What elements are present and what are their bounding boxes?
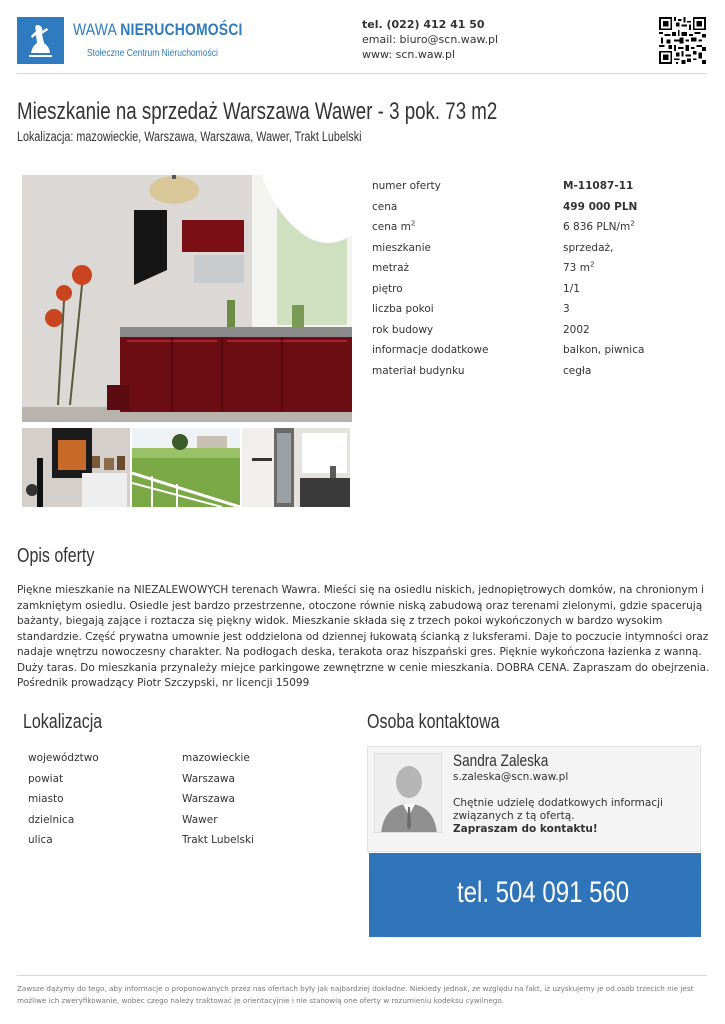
detail-label: numer oferty [372, 180, 441, 192]
offer-price: 499 000 PLN [563, 200, 638, 213]
main-photo[interactable] [22, 175, 352, 422]
detail-label: rok budowy [372, 323, 434, 336]
detail-row-extra [372, 340, 712, 361]
disclaimer: Zawsze dążymy do tego, aby informacje o proponowanych przez nas ofertach były jak najbardziej dokładne. Niekiedy jednak, ze względu na fakt, iż uzyskujemy je od osób trzecich nie jest możliwe ich zweryfikowanie, wobec czego należy traktować je orientacyjnie i nie stanowią one oferty w rozumieniu kodeksu cywilnego. [17, 984, 694, 1005]
agent-cta: Zapraszam do kontaktu! [453, 823, 598, 835]
agency-phone[interactable]: tel. (022) 412 41 50 [362, 18, 485, 31]
detail-value: 3 [563, 303, 570, 315]
location-row [28, 814, 348, 835]
detail-label: materiał budynku [372, 364, 465, 377]
location-value: mazowieckie [182, 752, 250, 764]
location-row [28, 793, 348, 814]
brand-subtitle: Stołeczne Centrum Nieruchomości [87, 48, 218, 59]
thumbnail-3[interactable] [242, 428, 350, 507]
detail-label-text: cena m [372, 221, 411, 233]
detail-label: cena [372, 200, 398, 213]
detail-row-number [372, 176, 712, 197]
detail-value [563, 262, 594, 274]
detail-row-floor [372, 279, 712, 300]
location-row [28, 834, 348, 855]
avatar [374, 753, 442, 833]
location-table [28, 752, 348, 855]
agent-email[interactable]: s.zaleska@scn.waw.pl [453, 771, 569, 783]
superscript: 2 [410, 219, 416, 228]
detail-row-price [372, 197, 712, 218]
detail-label: metraż [372, 262, 410, 274]
contact-heading: Osoba kontaktowa [367, 711, 500, 733]
footer-divider [17, 975, 707, 976]
detail-row-type [372, 238, 712, 259]
agency-email[interactable]: email: biuro@scn.waw.pl [362, 33, 499, 46]
agency-contact [362, 17, 498, 62]
brand-bold: NIERUCHOMOŚCI [120, 20, 243, 39]
thumbnail-2[interactable] [132, 428, 240, 507]
detail-row-material [372, 361, 712, 382]
detail-value: balkon, piwnica [563, 344, 645, 356]
detail-row-area [372, 258, 712, 279]
location-subtitle: Lokalizacja: mazowieckie, Warszawa, Warszawa, Wawer, Trakt Lubelski [17, 129, 362, 144]
area-text: 73 m [563, 262, 590, 274]
location-label: powiat [28, 772, 64, 785]
detail-label [372, 221, 415, 233]
page-title: Mieszkanie na sprzedaż Warszawa Wawer - 3 pok. 73 m2 [17, 98, 498, 125]
location-row [28, 752, 348, 773]
brand-name [73, 20, 242, 40]
header-divider [17, 73, 707, 74]
agency-www[interactable]: www: scn.waw.pl [362, 48, 456, 61]
agent-note [453, 797, 693, 836]
location-value: Warszawa [182, 793, 235, 805]
location-value: Trakt Lubelski [182, 834, 254, 846]
location-label: dzielnica [28, 813, 75, 826]
detail-label: mieszkanie [372, 241, 431, 254]
contact-card [367, 746, 701, 852]
phone-banner[interactable] [369, 853, 701, 937]
superscript: 2 [589, 260, 595, 269]
detail-row-year [372, 320, 712, 341]
brand-light: WAWA [73, 20, 117, 39]
location-heading: Lokalizacja [23, 711, 103, 733]
location-label: ulica [28, 834, 53, 846]
detail-row-rooms [372, 299, 712, 320]
page-header [0, 0, 725, 74]
superscript: 2 [630, 219, 635, 228]
qr-code-icon [659, 17, 706, 64]
detail-value: sprzedaż, [563, 241, 614, 254]
location-label: województwo [28, 752, 99, 764]
location-value: Warszawa [182, 772, 235, 785]
detail-label: liczba pokoi [372, 303, 434, 315]
detail-value: 2002 [563, 323, 590, 336]
agent-name: Sandra Zaleska [453, 751, 549, 770]
detail-label: informacje dodatkowe [372, 344, 489, 356]
offer-details [372, 176, 712, 381]
agent-phone[interactable]: tel. 504 091 560 [457, 876, 630, 909]
location-value: Wawer [182, 813, 218, 826]
offer-number: M-11087-11 [563, 180, 634, 192]
logo-icon[interactable] [17, 17, 64, 64]
detail-value: 1/1 [563, 282, 580, 295]
description-text: Piękne mieszkanie na NIEZALEWOWYCH terenach Wawra. Mieści się na osiedlu niskich, jednopiętrowych domków, na chronionym i zamkniętym osiedlu. Osiedle jest bardzo przestrzenne, otoczone równie niską zabudową oraz terenami zielonymi, gdzie spacerują bażanty, biegają zające i roztacza się piękny widok. Mieszkanie składa się z trzech pokoi wykończonych w bardzo wysokim standardzie. Część prywatna umownie jest oddzielona od dziennej łukowatą ścianką z luksferami. Daje to poczucie intymności oraz nadaje wnętrzu nowoczesny charakter. Na podłogach deska, terakota oraz hiszpański gres. Pięknie wykończona łazienka z wanną. Duży taras. Do mieszkania przynależy miejce parkingowe zewnętrzne w cenie mieszkania. DOBRA CENA. Zapraszam do obejrzenia. Pośrednik prowadzący Piotr Szczypski, nr licencji 15099 [17, 584, 710, 689]
location-label: miasto [28, 793, 64, 805]
price-per-m2 [563, 221, 635, 233]
location-row [28, 773, 348, 794]
detail-label: piętro [372, 282, 403, 295]
detail-value: cegła [563, 364, 592, 377]
agent-note-text: Chętnie udzielę dodatkowych informacji związanych z tą ofertą. [453, 797, 663, 822]
thumbnail-1[interactable] [22, 428, 130, 507]
description-heading: Opis oferty [17, 545, 95, 567]
price-per-m2-text: 6 836 PLN/m [563, 221, 631, 233]
detail-row-price-per-m2 [372, 217, 712, 238]
